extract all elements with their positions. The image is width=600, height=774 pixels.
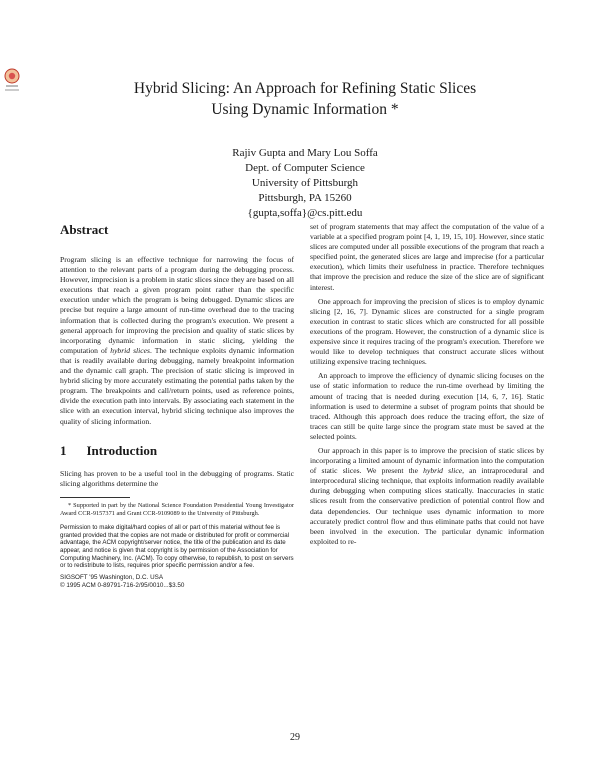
- right-p4-emphasis: hybrid slice: [423, 466, 463, 476]
- paper-title: [90, 78, 520, 120]
- author-university: University of Pittsburgh: [251, 177, 359, 189]
- intro-paragraph: Slicing has proven to be a useful tool in the debugging of programs. Static slicing algorithms determine the: [60, 468, 294, 488]
- author-block: [190, 146, 420, 221]
- right-p4-text-1: Our approach in this paper is to improve the precision of static slices by incorporating a limited amount of dynamic information into the computation of static slices. We present the: [310, 445, 544, 476]
- footnote-rule: [60, 497, 130, 498]
- title-line-2: Using Dynamic Information *: [211, 101, 399, 118]
- conference-info: [60, 574, 294, 590]
- right-paragraph-4: [310, 446, 544, 547]
- section-heading-introduction: [60, 443, 294, 459]
- author-city: Pittsburgh, PA 15260: [258, 192, 352, 204]
- permission-notice: Permission to make digital/hard copies of all or part of this material without fee is granted provided that the copies are not made or distributed for profit or commercial advantage, the ACM copyright/server notice, the title of the publication and its date appear, and notice is given that copyright is by permission of the Association for Computing Machinery, Inc. (ACM). To copy otherwise, to republish, to post on servers or to redistribute to lists, requires prior specific permission and/or a fee.: [60, 524, 294, 570]
- right-paragraph-3: An approach to improve the efficiency of dynamic slicing focuses on the use of static information to reduce the run-time overhead by limiting the amount of tracing that is needed during execution [14, 6, 7, 16]. Static information is used to determine a subset of program points that should be traced. Although this approach does reduce the tracing effort, the size of traces can still be quite large since the program state must be saved at the selected points.: [310, 371, 544, 441]
- abstract-body: [60, 255, 294, 427]
- right-column: [310, 222, 544, 551]
- author-names: Rajiv Gupta and Mary Lou Soffa: [232, 147, 378, 159]
- left-column: [60, 222, 294, 590]
- abstract-text-2: . The technique exploits dynamic information that is readily available during debugging, namely breakpoint information and the dynamic call graph. The precision of static slicing is improved in hybrid slicing by more accurately estimating the potential paths taken by the program. The breakpoints and call/return points, used as reference points, divide the execution path into intervals. By associating each statement in the slice with an execution interval, hybrid slicing technique also improves the quality of slicing information.: [60, 345, 294, 426]
- acm-logo-icon: [2, 64, 22, 100]
- page-number: 29: [290, 732, 300, 743]
- abstract-text-1: Program slicing is an effective technique for narrowing the focus of attention to the relevant parts of a program during the debugging process. However, imprecision is a problem in static slices since they are based on all executions that reach a given program point rather than the specific execution under which the program is being debugged. Dynamic slices are precise but require a large amount of run-time overhead due to the tracing information that is collected during the program's execution. We present a general approach for improving the precision and quality of static slices by incorporating dynamic information in static slicing, yielding the computation of: [60, 255, 294, 355]
- right-paragraph-1: set of program statements that may affect the computation of the value of a variable at a specified program point [4, 1, 19, 15, 10]. However, since static slices are computed under all possible executions of the program that reach a specified point, the generated slices are large and imprecise (for a particular execution), which limits their usefulness in practice. Therefore techniques that improve the precision and reduce the size of the slice are of significant interest.: [310, 222, 544, 292]
- footnote: * Supported in part by the National Science Foundation Presidential Young Investigator Award CCR-9157371 and Grant CCR-9109089 to the University of Pittsburgh.: [60, 501, 294, 517]
- conference-line-2: © 1995 ACM 0-89791-716-2/95/0010...$3.50: [60, 581, 185, 589]
- abstract-emphasis: hybrid slices: [110, 345, 150, 355]
- section-number: 1: [60, 442, 67, 458]
- right-p4-text-2: , an intraprocedural and interprocedural slicing technique, that exploits information readily available during debugging when computing slices statically. Inaccuracies in static slices result from the conservative prediction of potential control flow and data dependencies. Our technique uses dynamic information to more accurately predict control flow and thus eliminate paths that could not have been involved in the execution. The particular dynamic information exploited to re-: [310, 466, 545, 546]
- section-title: Introduction: [86, 442, 158, 458]
- author-email: {gupta,soffa}@cs.pitt.edu: [247, 207, 363, 219]
- author-department: Dept. of Computer Science: [245, 162, 365, 174]
- abstract-heading: Abstract: [60, 222, 109, 237]
- title-line-1: Hybrid Slicing: An Approach for Refining Static Slices: [133, 80, 477, 97]
- conference-line-1: SIGSOFT '95 Washington, D.C. USA: [60, 573, 164, 581]
- right-paragraph-2: One approach for improving the precision of slices is to employ dynamic slicing [2, 16, 7]. Dynamic slices are constructed for a single program execution in contrast to static slices which are constructed for all possible executions of the program. However, the construction of a dynamic slice is expensive since it requires tracing of the program's execution. Therefore we would like to develop techniques that construct accurate slices without utilizing expensive tracing techniques.: [310, 296, 544, 367]
